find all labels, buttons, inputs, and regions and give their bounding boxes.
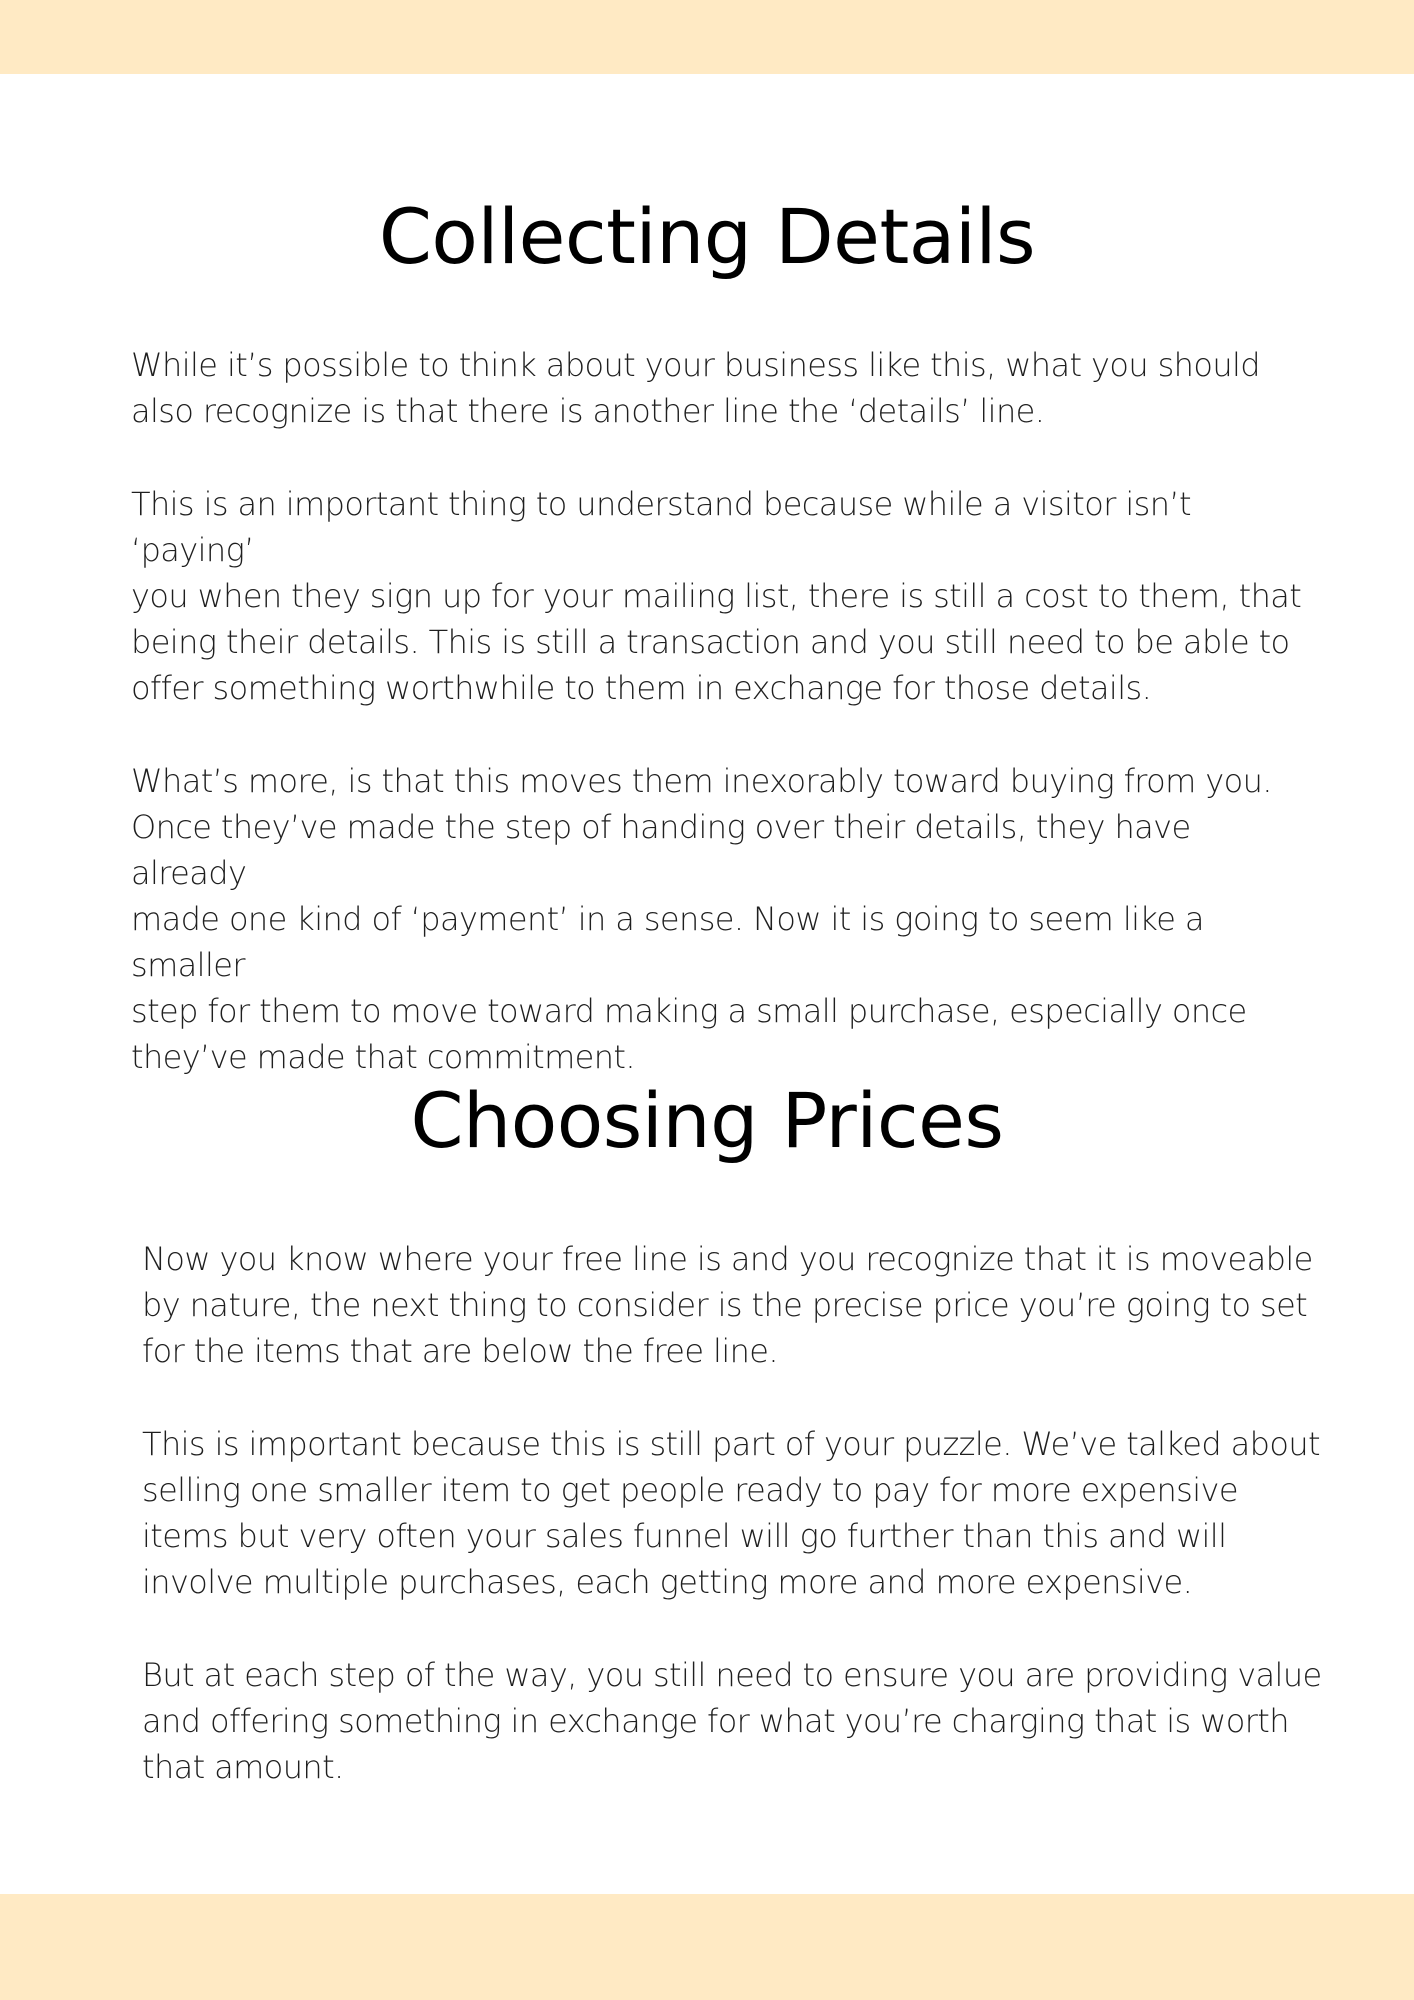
top-decorative-band [0,0,1414,74]
paragraph: This is important because this is still part of your puzzle. We’ve talked about selling one smaller item to get people ready to pay for more expensive items but very often your sales funnel will go further than this and will involve multiple purchases, each getting more and more expensive. [142,1425,1320,1601]
paragraph: What’s more, is that this moves them inexorably toward buying from you. Once they’ve made the step of handing over their details, they have already made one kind of ‘payment’ in a sense. Now it is going to seem like a smaller step for them to move toward making a small purchase, especially once they’ve made that commitment. [131,762,1272,1076]
section-title-choosing-prices: Choosing Prices [410,1076,1004,1165]
section-title-collecting-details: Collecting Details [378,192,1036,281]
section-body-collecting-details [131,342,1311,1080]
paragraph: But at each step of the way, you still need to ensure you are providing value and offering something in exchange for what you’re charging that is worth that amount. [142,1656,1322,1786]
bottom-decorative-band [0,1894,1414,2000]
section-body-choosing-prices [142,1236,1322,1790]
paragraph: While it’s possible to think about your business like this, what you should also recognize is that there is another line the ‘details’ line. [131,346,1261,430]
paragraph: Now you know where your free line is and you recognize that it is moveable by nature, the next thing to consider is the precise price you’re going to set for the items that are below the free line. [142,1240,1313,1370]
paragraph: This is an important thing to understand because while a visitor isn’t ‘paying’ you when they sign up for your mailing list, there is still a cost to them, that being their details. This is still a transaction and you still need to be able to offer something worthwhile to them in exchange for those details. [131,485,1302,707]
